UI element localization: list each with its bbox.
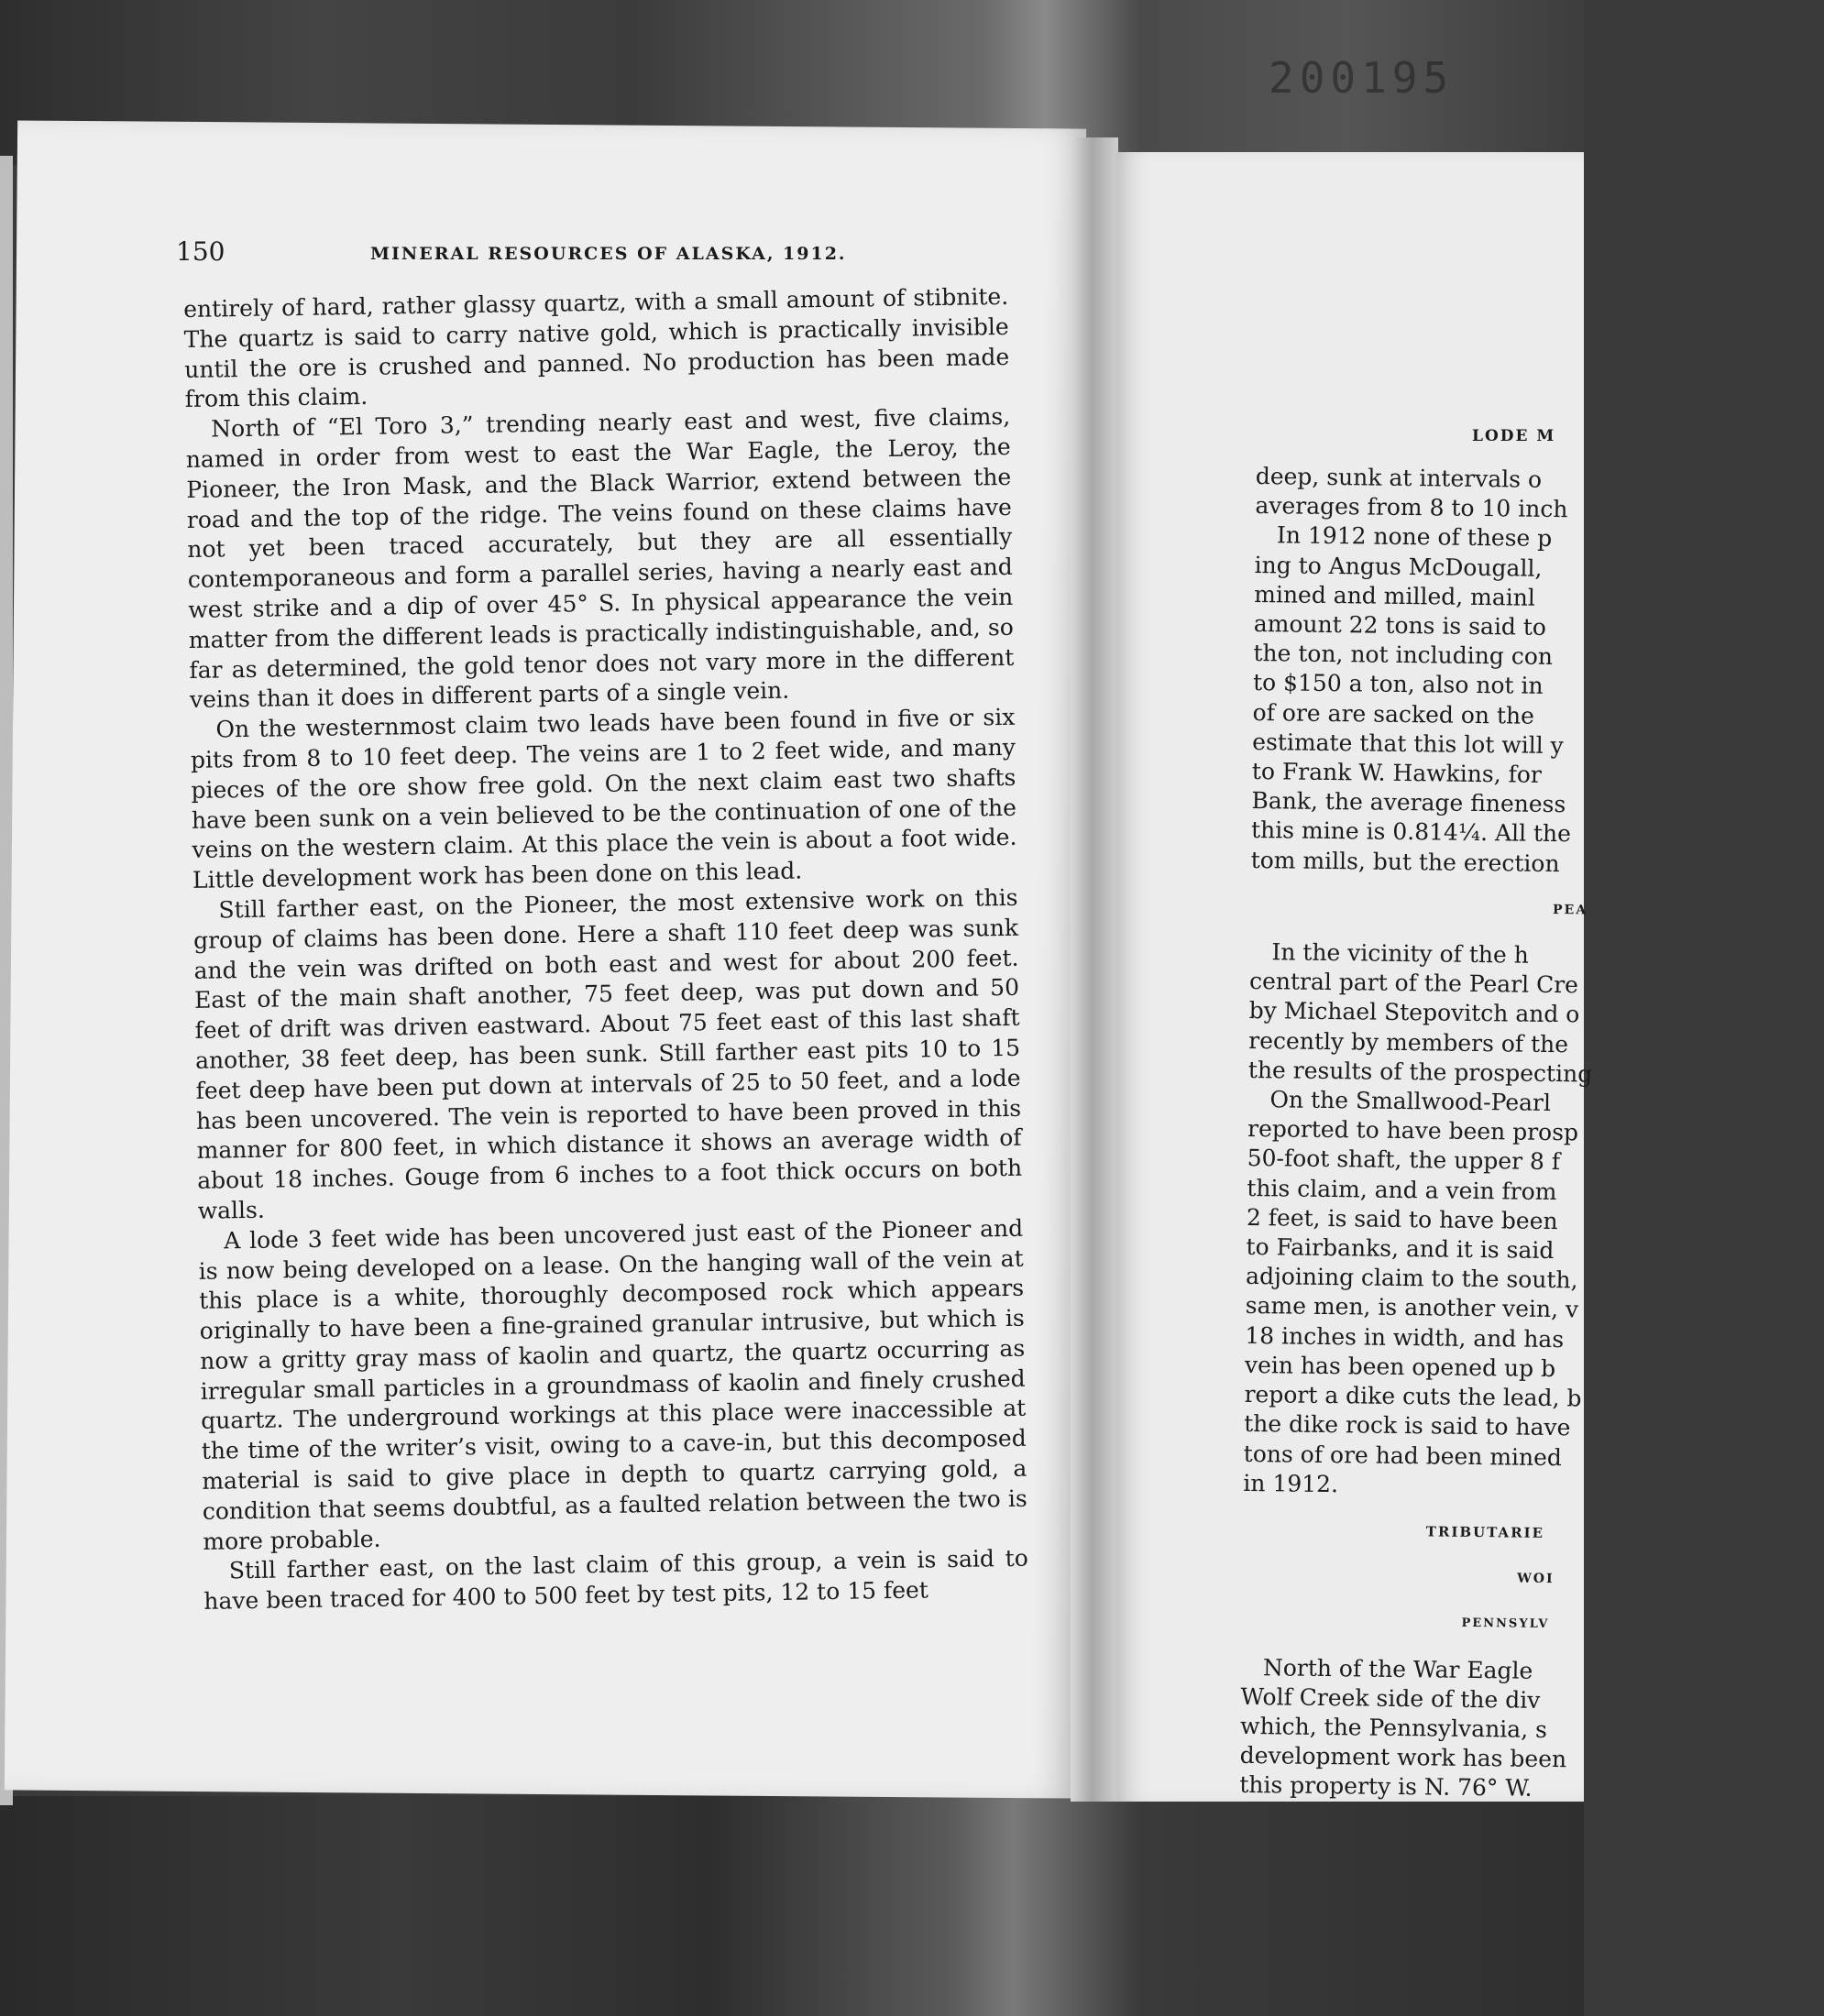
text-line: vein has been opened up b <box>1244 1351 1556 1382</box>
text-line: development work has been <box>1239 1742 1567 1773</box>
paragraph: A lode 3 feet wide has been uncovered just east of the Pioneer and is now being developed on a lease. On the hanging wall of the vein at this place is a white, thoroughly decomposed rock which appears originally to have been a fine-grained granular intrusive, but which is now a gritty gray mass of kaolin and quartz, the quartz occurring as irregular small particles in a groundmass of kaolin and finely crushed quartz. The underground workings at this place were inaccessible at the time of the writer’s visit, owing to a cave-in, but this decomposed material is said to give place in depth to quartz carrying gold, a condition that seems doubtful, as a faulted relation between the two is more probable. <box>198 1214 1027 1555</box>
section-subheading: WOI <box>1517 1571 1555 1587</box>
text-line: by Michael Stepovitch and o <box>1248 997 1580 1028</box>
text-line: deep, sunk at intervals o <box>1255 462 1543 493</box>
scan-background-bottom <box>0 1796 1584 2016</box>
text-line: recently by members of the <box>1248 1026 1569 1057</box>
text-line: the dike rock is said to have <box>1243 1410 1571 1441</box>
page-number: 150 <box>176 236 225 267</box>
text-line: central part of the Pearl Cre <box>1248 968 1579 999</box>
text-line: tons of ore had been mined <box>1243 1440 1563 1471</box>
text-line: mined and milled, mainl <box>1254 580 1535 611</box>
right-running-head: LODE M <box>1472 427 1556 445</box>
book-gutter <box>1071 137 1118 1802</box>
text-line: to Frank W. Hawkins, for <box>1251 758 1543 788</box>
section-subheading: PEA <box>1552 902 1588 918</box>
running-head: MINERAL RESOURCES OF ALASKA, 1912. <box>370 244 847 264</box>
text-line: this mine is 0.814¼. All the <box>1250 816 1572 848</box>
text-line: the results of the prospecting <box>1247 1056 1593 1088</box>
text-line: in 1912. <box>1243 1469 1339 1497</box>
text-line: 50-foot shaft, the upper 8 f <box>1247 1145 1561 1176</box>
right-page <box>1116 152 1593 1802</box>
text-line: same men, is another vein, v <box>1245 1292 1579 1323</box>
text-line: this claim, and a vein from <box>1247 1174 1557 1205</box>
text-line: tom mills, but the erection <box>1250 846 1560 877</box>
text-line: reported to have been prosp <box>1247 1115 1579 1146</box>
archive-stamp-number: 200195 <box>1269 53 1455 103</box>
text-line: 18 inches in width, and has <box>1245 1321 1565 1353</box>
text-line: estimate that this lot will y <box>1252 728 1564 759</box>
text-line: to $150 a ton, also not in <box>1252 669 1544 700</box>
text-line: to Fairbanks, and it is said <box>1246 1233 1555 1265</box>
text-line: report a dike cuts the lead, b <box>1244 1381 1582 1412</box>
paragraph: North of “El Toro 3,” trending nearly east and west, five claims, named in order from west to east the War Eagle, the Leroy, the Pioneer, the Iron Mask, and the Black Warrior, extend between the road and the top of the ridge. The veins found on these claims have not yet been traced accurately, but they are all essentially contemporaneous and form a parallel series, having a nearly east and west strike and a dip of over 45° S. In physical appearance the vein matter from the different leads is practically indistinguishable, and, so far as determined, the gold tenor does not vary more in the different veins than it does in different parts of a single vein. <box>185 403 1015 714</box>
paragraph: Still farther east, on the Pioneer, the most extensive work on this group of claims has been done. Here a shaft 110 feet deep was sunk and the vein was drifted on both east and west for about 200 feet. East of the main shaft another, 75 feet deep, was put down and 50 feet of drift was driven eastward. About 75 feet east of this last shaft another, 38 feet deep, has been sunk. Still farther east pits 10 to 15 feet deep have been put down at intervals of 25 to 50 feet, and a lode has been uncovered. The vein is reported to have been proved in this manner for 800 feet, in which distance it shows an average width of about 18 inches. Gouge from 6 inches to a foot thick occurs on both walls. <box>192 883 1023 1224</box>
text-line: which, the Pennsylvania, s <box>1239 1712 1548 1743</box>
text-line: adjoining claim to the south, <box>1245 1263 1578 1294</box>
text-line: 2 feet, is said to have been <box>1246 1203 1558 1234</box>
text-line: ing to Angus McDougall, <box>1254 551 1543 582</box>
right-page-body <box>1239 462 1824 1807</box>
section-heading: TRIBUTARIE <box>1425 1523 1545 1541</box>
text-line: amount 22 tons is said to <box>1253 610 1547 641</box>
left-page-body <box>183 282 1029 1617</box>
text-line: the ton, not including con <box>1253 640 1554 671</box>
text-line: North of the War Eagle <box>1262 1653 1533 1684</box>
paragraph: entirely of hard, rather glassy quartz, with a small amount of stibnite. The quartz is said to carry native gold, which is practically invisible until the ore is crushed and panned. No production has been made from this claim. <box>183 282 1010 413</box>
text-line: On the Smallwood-Pearl <box>1269 1086 1552 1117</box>
text-line: In 1912 none of these p <box>1276 521 1553 553</box>
section-subheading: PENNSYLV <box>1461 1616 1550 1632</box>
paragraph: Still farther east, on the last claim of this group, a vein is said to have been traced for 400 to 500 feet by test pits, 12 to 15 feet <box>203 1545 1028 1616</box>
text-line: of ore are sacked on the <box>1252 698 1535 729</box>
text-line: Wolf Creek side of the div <box>1240 1682 1541 1714</box>
text-line: averages from 8 to 10 inch <box>1255 492 1568 523</box>
text-line: In the vicinity of the h <box>1271 938 1530 969</box>
text-line: Bank, the average fineness <box>1251 787 1566 818</box>
paragraph: On the westernmost claim two leads have been found in five or six pits from 8 to 10 feet deep. The veins are 1 to 2 feet wide, and many pieces of the ore show free gold. On the next claim east two shafts have been sunk on a vein believed to be the continuation of one of the veins on the western claim. At this place the vein is about a foot wide. Little development work has been done on this lead. <box>190 703 1017 894</box>
text-line: this property is N. 76° W. <box>1239 1771 1533 1802</box>
